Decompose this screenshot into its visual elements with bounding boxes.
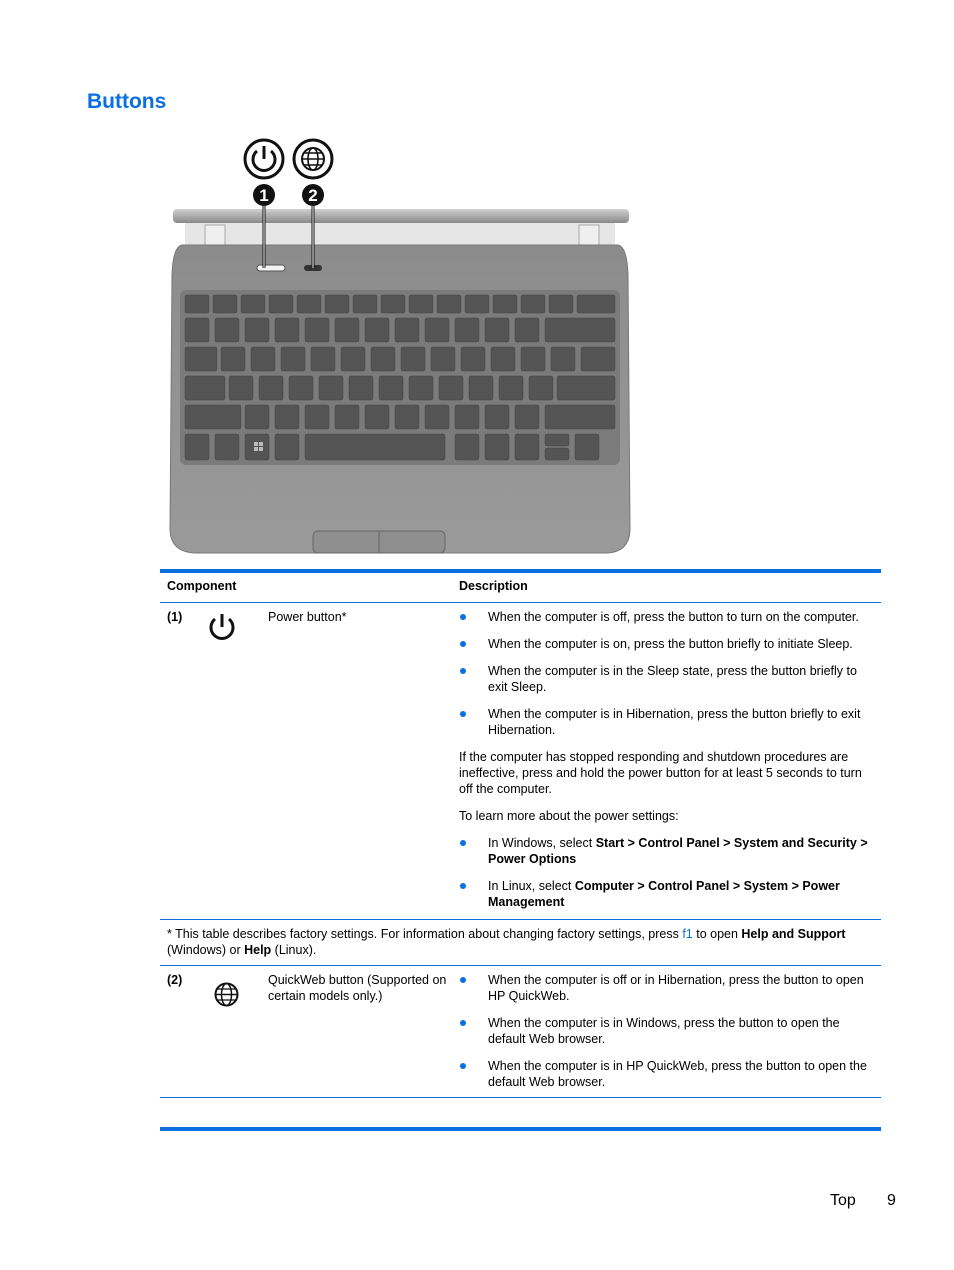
list-item: When the computer is in the Sleep state, press the button briefly to exit Sleep.	[459, 663, 875, 695]
list-item: In Windows, select Start > Control Panel > System and Security > Power Options	[459, 835, 875, 867]
table-bottom-rule	[160, 1127, 881, 1131]
number-key-row	[185, 318, 615, 342]
section-title: Buttons	[87, 90, 167, 113]
component-name: QuickWeb button (Supported on certain models only.)	[268, 973, 447, 1003]
list-item: When the computer is in Hibernation, press the button briefly to exit Hibernation.	[459, 706, 875, 738]
svg-text:1: 1	[259, 186, 269, 205]
function-key-row	[185, 295, 615, 313]
list-item: When the computer is in HP QuickWeb, press the button to open the default Web browser.	[459, 1058, 875, 1090]
page-number: 9	[887, 1192, 896, 1209]
callout-1-power-icon	[245, 140, 283, 178]
description-quickweb	[459, 972, 875, 1101]
row-number: (2)	[167, 973, 183, 987]
bullet-list	[459, 835, 875, 910]
footer-section-name: Top	[830, 1192, 856, 1209]
bullet-list	[459, 972, 875, 1090]
f1-key-link[interactable]: f1	[682, 927, 693, 941]
paragraph: If the computer has stopped responding and shutdown procedures are ineffective, press and hold the power button for at least 5 seconds to turn off the computer.	[459, 750, 862, 796]
table-top-rule	[160, 569, 881, 573]
power-icon	[206, 611, 238, 643]
bullet-list	[459, 609, 875, 738]
header-rule	[160, 602, 881, 603]
globe-icon	[213, 981, 240, 1008]
shift-key-row	[185, 405, 615, 429]
list-item: When the computer is off or in Hibernation, press the button to open HP QuickWeb.	[459, 972, 875, 1004]
home-key-row	[185, 376, 615, 400]
list-item: When the computer is off, press the button to turn on the computer.	[459, 609, 875, 625]
row-rule	[160, 919, 881, 920]
header-component: Component	[167, 579, 237, 593]
laptop-top-view-illustration	[165, 135, 635, 560]
footnote: * This table describes factory settings. For information about changing factory settings, press f1 to open Help and Support (Windows) or Help (Linux).	[167, 927, 846, 957]
row-rule	[160, 1097, 881, 1098]
header-description: Description	[459, 579, 528, 593]
row-rule	[160, 965, 881, 966]
space-key-row	[185, 434, 599, 460]
row-number: (1)	[167, 610, 183, 624]
paragraph: To learn more about the power settings:	[459, 809, 679, 823]
svg-text:2: 2	[308, 186, 318, 205]
list-item: In Linux, select Computer > Control Panel > System > Power Management	[459, 878, 875, 910]
list-item: When the computer is on, press the button briefly to initiate Sleep.	[459, 636, 875, 652]
callout-2-globe-icon	[294, 140, 332, 178]
description-power	[459, 609, 875, 921]
list-item: When the computer is in Windows, press the button to open the default Web browser.	[459, 1015, 875, 1047]
component-name: Power button*	[268, 610, 347, 624]
